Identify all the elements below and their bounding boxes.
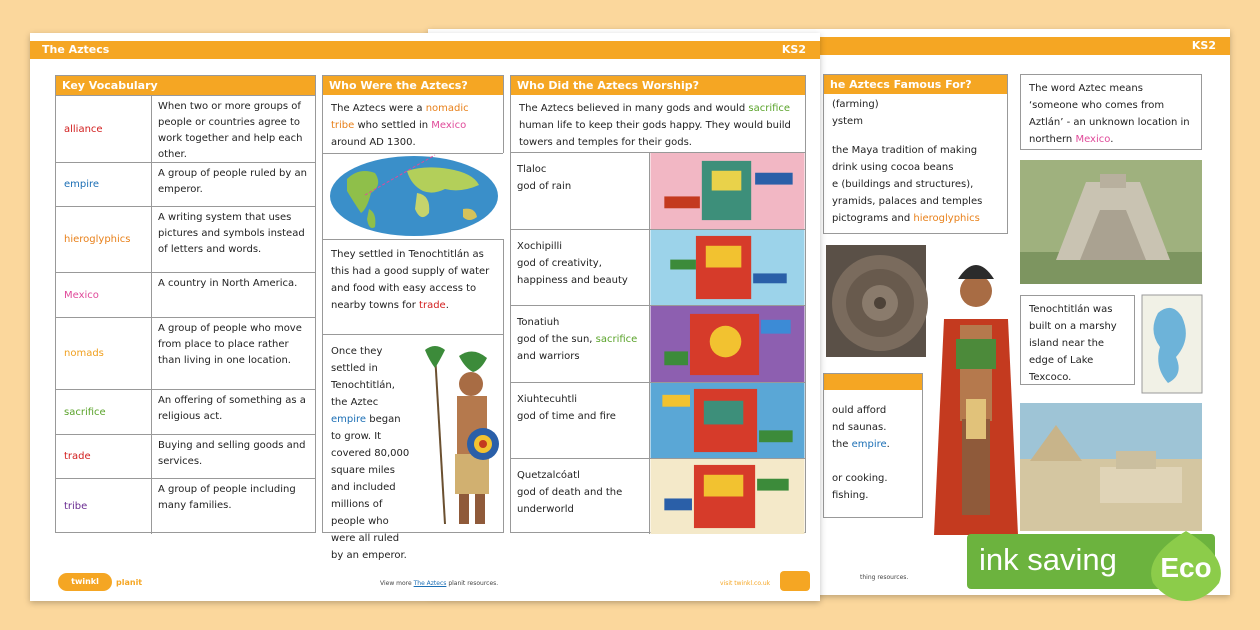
vocab-row	[56, 272, 315, 317]
god-description: god of time and fire	[517, 411, 616, 422]
god-row	[511, 305, 805, 382]
front-footer	[30, 571, 820, 591]
famous-title: he Aztecs Famous For?	[824, 75, 1007, 94]
vocab-definition: A group of people including many families.	[158, 484, 296, 511]
tonatiuh-image	[649, 306, 805, 382]
planit-logo: planit	[116, 578, 143, 587]
god-row	[511, 229, 805, 305]
vocab-term: Mexico	[56, 273, 152, 317]
god-name: Xiuhtecuhtli	[517, 394, 578, 405]
god-name: Xochipilli	[517, 241, 563, 252]
vocab-row	[56, 389, 315, 434]
worship-panel	[510, 75, 806, 533]
tlaloc-image	[649, 153, 805, 229]
name-meaning-box: The word Aztec means ‘someone who comes from Aztlán’ - an unknown location in northern Mexico.	[1020, 74, 1202, 150]
vocab-term: sacrifice	[56, 390, 152, 434]
city-image	[1020, 403, 1202, 531]
vocab-definition: A group of people ruled by an emperor.	[158, 168, 307, 195]
sun-stone-image	[826, 245, 926, 357]
famous-panel	[823, 74, 1008, 234]
ink-saving-eco-badge	[967, 531, 1257, 595]
xiuhtecuhtli-image	[649, 383, 805, 458]
the-aztecs-link[interactable]: The Aztecs	[413, 580, 447, 587]
who-intro-text: The Aztecs were a nomadic tribe who settled in Mexico around AD 1300.	[331, 103, 469, 148]
vocab-term: empire	[56, 163, 152, 206]
vocab-term: trade	[56, 435, 152, 478]
pyramid-image	[1020, 160, 1202, 284]
god-description: god of rain	[517, 181, 572, 192]
god-description: god of creativity, happiness and beauty	[517, 258, 628, 286]
who-title: Who Were the Aztecs?	[323, 76, 503, 95]
god-name: Tlaloc	[517, 164, 547, 175]
vocab-row	[56, 162, 315, 206]
eco-leaf-icon	[1143, 531, 1229, 601]
aztec-warrior-illustration	[926, 239, 1026, 545]
vocab-term: tribe	[56, 479, 152, 534]
vocabulary-title: Key Vocabulary	[56, 76, 315, 95]
world-map-image	[323, 153, 505, 239]
god-row	[511, 152, 805, 229]
worship-intro-text: The Aztecs believed in many gods and would sacrifice human life to keep their gods happy. They would build towers and temples for their gods.	[519, 103, 791, 148]
famous-text: (farming) ystem the Maya tradition of making drink using cocoa beans e (buildings and structures), yramids, palaces and temples pictograms and hieroglyphics	[832, 99, 983, 224]
vocabulary-panel	[55, 75, 316, 533]
vocab-row	[56, 478, 315, 534]
front-sheet	[30, 33, 820, 601]
eco-label: Eco	[1160, 552, 1212, 583]
back-footer: thing resources.	[860, 574, 909, 581]
vocab-definition: A writing system that uses pictures and symbols instead of letters and words.	[158, 212, 305, 255]
who-empire-text: Once they settled in Tenochtitlán, the Aztec empire began to grow. It covered 80,000 square miles and included millions of people who were all ruled by an emperor.	[331, 346, 410, 561]
vocab-term: hieroglyphics	[56, 207, 152, 272]
front-header-bar	[30, 41, 820, 59]
twinkl-logo: twinkl	[58, 573, 112, 591]
god-name: Tonatiuh	[517, 317, 560, 328]
vocab-definition: A country in North America.	[158, 278, 298, 289]
god-row	[511, 382, 805, 458]
front-key-stage: KS2	[781, 43, 806, 56]
vocab-term: nomads	[56, 318, 152, 389]
footer-url[interactable]: visit twinkl.co.uk	[720, 580, 771, 587]
vocab-row	[56, 434, 315, 478]
quetzalcoatl-image	[649, 459, 805, 534]
ink-saving-label: ink saving	[979, 542, 1117, 577]
footer-more-resources: View more The Aztecs planit resources.	[380, 580, 499, 587]
vocab-row	[56, 206, 315, 272]
tenochtitlan-box: Tenochtitlán was built on a marshy island near the edge of Lake Texcoco.	[1020, 295, 1135, 385]
god-description: god of death and the underworld	[517, 487, 623, 515]
vocab-definition: Buying and selling goods and services.	[158, 440, 306, 467]
worship-title: Who Did the Aztecs Worship?	[511, 76, 805, 95]
who-panel	[322, 75, 504, 561]
vocab-term: alliance	[56, 96, 152, 162]
god-description: god of the sun, sacrifice and warriors	[517, 334, 638, 362]
vocab-definition: When two or more groups of people or countries agree to work together and help each other.	[158, 101, 303, 160]
who-settle-text: They settled in Tenochtitlán as this had a good supply of water and food with easy access to nearby towns for trade.	[331, 249, 490, 311]
back-key-stage: KS2	[1191, 39, 1216, 52]
aztec-warrior-with-shield-illustration	[417, 344, 503, 530]
vocab-definition: A group of people who move from place to place rather than living in one location.	[158, 323, 302, 366]
god-name: Quetzalcóatl	[517, 470, 580, 481]
lifestyle-title	[824, 374, 922, 390]
lake-map-image	[1142, 295, 1202, 393]
vocab-definition: An offering of something as a religious act.	[158, 395, 306, 422]
footer-badge-icon	[780, 571, 810, 591]
lifestyle-panel: ould afford nd saunas. the empire. or cooking. fishing.	[823, 373, 923, 518]
god-row	[511, 458, 805, 534]
front-header-title: The Aztecs	[42, 43, 110, 56]
xochipilli-image	[649, 230, 805, 305]
vocab-row	[56, 95, 315, 162]
vocab-row	[56, 317, 315, 389]
